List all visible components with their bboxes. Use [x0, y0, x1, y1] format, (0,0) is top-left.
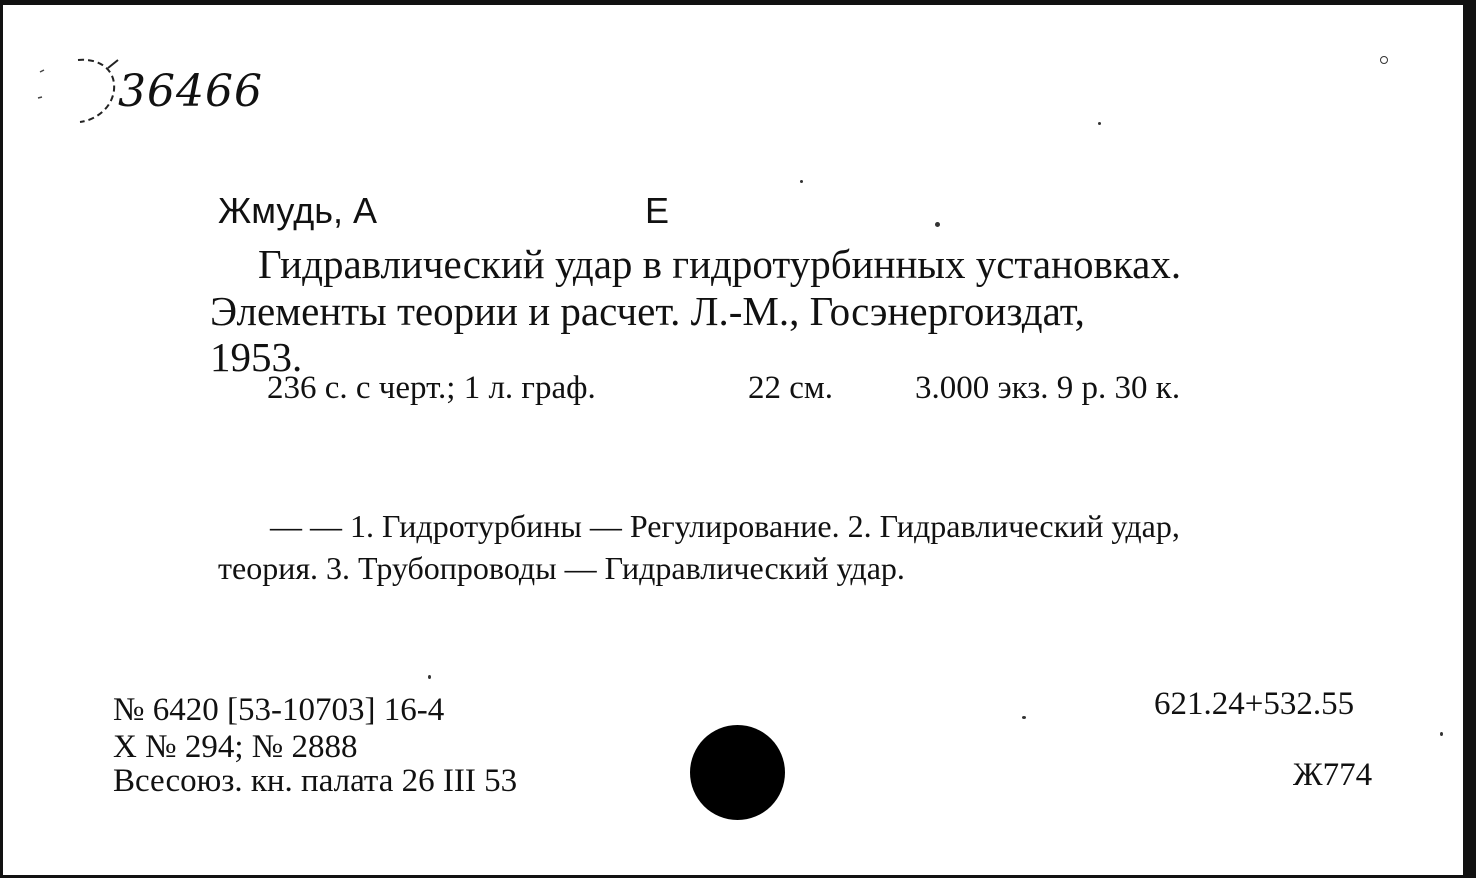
subject-headings-line-1: — — 1. Гидротурбины — Регулирование. 2. Гидравлический удар,	[270, 508, 1180, 544]
footer-book-chamber: Всесоюз. кн. палата 26 III 53	[113, 763, 518, 799]
card-edge-top	[0, 0, 1476, 5]
footer-registration-number: № 6420 [53-10703] 16-4	[113, 692, 445, 728]
footer-cross-reference: X № 294; № 2888	[113, 729, 358, 765]
title-line-1: Гидравлический удар в гидротурбинных установках.	[258, 241, 1182, 287]
title-line-2: Элементы теории и расчет. Л.-М., Госэнергоиздат,	[210, 288, 1085, 334]
udc-classification: 621.24+532.55	[1154, 686, 1355, 722]
subject-headings-line-2: теория. 3. Трубопроводы — Гидравлический удар.	[218, 550, 905, 586]
dust-speck	[800, 180, 803, 183]
card-punch-hole	[690, 725, 785, 820]
shelf-mark: Ж774	[1293, 757, 1373, 793]
title-line-3: 1953.	[210, 334, 303, 380]
dust-speck	[1440, 732, 1443, 736]
card-edge-left	[0, 0, 3, 878]
collation-pages: 236 с. с черт.; 1 л. граф.	[267, 370, 596, 406]
collation-size: 22 см.	[748, 370, 834, 406]
collation-copies-price: 3.000 экз. 9 р. 30 к.	[915, 370, 1181, 406]
dust-speck	[1022, 716, 1026, 719]
dust-speck	[935, 222, 940, 227]
dust-speck	[1098, 122, 1101, 125]
handwritten-inventory-number: 36466	[118, 66, 263, 117]
card-edge-right	[1463, 0, 1476, 878]
dust-speck	[428, 675, 431, 679]
author-name: Жмудь, А	[218, 190, 377, 231]
author-second-initial: Е	[645, 190, 670, 231]
dust-speck	[1380, 56, 1388, 64]
